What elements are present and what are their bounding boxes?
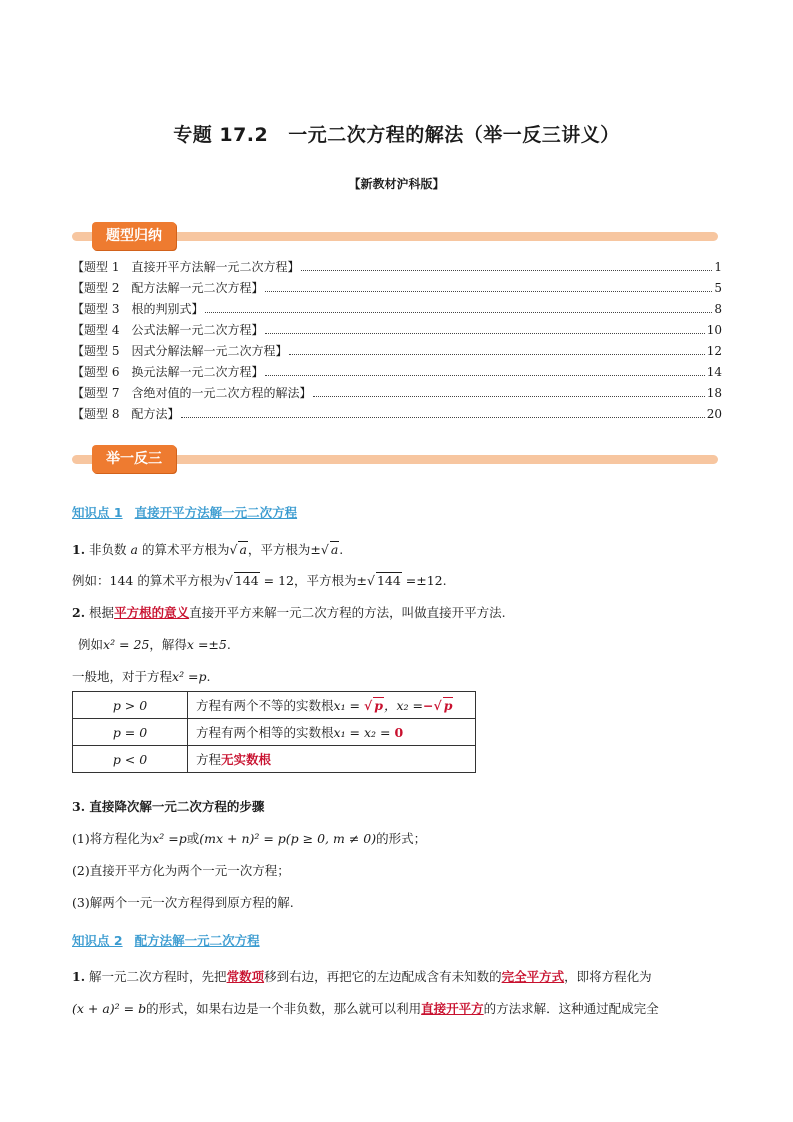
- main-banner: [72, 442, 718, 476]
- sqrt-symbol: √: [366, 573, 375, 588]
- math-equation: (x + a)² = b: [72, 1001, 147, 1016]
- toc-entry-label: 【题型 2 配方法解一元二次方程】: [72, 281, 264, 295]
- title-text: 一元二次方程的解法（举一反三讲义）: [288, 124, 620, 146]
- toc-page-number: 10: [706, 323, 722, 337]
- toc-leader-dots: [265, 374, 704, 376]
- math-root: p: [374, 698, 383, 713]
- toc-page-number: 18: [706, 386, 722, 400]
- text: ，即将方程化为: [564, 969, 652, 984]
- text: 一般地，对于方程: [72, 669, 173, 684]
- text: 方程有两个不等的实数根: [196, 698, 334, 713]
- math-equation: x² = 25: [103, 637, 150, 652]
- math-var: a: [130, 542, 138, 557]
- kp-number: 知识点 1: [72, 505, 123, 520]
- toc-entry[interactable]: [72, 405, 722, 426]
- kp1-step-2: (2)直接开平方化为两个一元一次方程；: [72, 863, 290, 878]
- sqrt-symbol: √: [224, 573, 233, 588]
- kp1-steps-title: [72, 797, 264, 815]
- toc-page-number: 5: [714, 281, 722, 295]
- highlight-term: 平方根的意义: [114, 605, 190, 620]
- case-result: [188, 692, 476, 719]
- kp1-general: [72, 667, 211, 685]
- toc-entry[interactable]: [72, 363, 722, 384]
- text: 的方法求解．这种通过配成完全: [483, 1001, 659, 1016]
- kp1-step-3: (3)解两个一元一次方程得到原方程的解.: [72, 895, 294, 910]
- minus-sign: −: [422, 698, 434, 713]
- text: 直接开平方来解一元二次方程的方法，叫做直接开平方法.: [189, 605, 506, 620]
- toc-leader-dots: [265, 290, 712, 292]
- toc-entry-label: 【题型 1 直接开平方法解一元二次方程】: [72, 260, 300, 274]
- toc-leader-dots: [265, 332, 704, 334]
- text: .: [226, 637, 231, 652]
- text: 移到右边，再把它的左边配成含有未知数的: [264, 969, 502, 984]
- kp1-example-2: [78, 635, 231, 653]
- math-value: 144: [376, 573, 401, 588]
- text: (1)将方程化为: [72, 831, 153, 846]
- sqrt-symbol: √: [320, 542, 329, 557]
- highlight-term: 常数项: [226, 969, 265, 984]
- text: 根据: [89, 605, 115, 620]
- kp1-point-2: [72, 603, 506, 621]
- sqrt-symbol: √: [433, 698, 442, 713]
- toc-page-number: 12: [706, 344, 722, 358]
- text: 的算术平方根为: [137, 542, 230, 557]
- item-number: 1.: [72, 542, 86, 557]
- math: x₁ = x₂ =: [333, 725, 395, 740]
- toc-leader-dots: [205, 311, 712, 313]
- kp1-point-1: [72, 540, 343, 558]
- edition-label: 【新教材沪科版】: [348, 177, 445, 191]
- cases-table: [72, 691, 476, 773]
- text: .: [339, 542, 344, 557]
- math: ，x₂ =: [383, 698, 423, 713]
- toc-leader-dots: [289, 353, 704, 355]
- kp2-point-1: [72, 967, 652, 985]
- math-value: 0: [394, 725, 404, 740]
- text: .: [206, 669, 211, 684]
- text: 解一元二次方程时，先把: [89, 969, 227, 984]
- case-condition: p < 0: [73, 746, 188, 773]
- highlight-term: 无实数根: [221, 752, 272, 767]
- item-number: 1.: [72, 969, 86, 984]
- toc-page-number: 14: [706, 365, 722, 379]
- toc-entry-label: 【题型 6 换元法解一元二次方程】: [72, 365, 264, 379]
- toc-leader-dots: [301, 269, 712, 271]
- kp1-step-1: [72, 829, 426, 847]
- toc-entry[interactable]: [72, 321, 722, 342]
- toc-entry[interactable]: [72, 258, 722, 279]
- kp-title: 直接开平方法解一元二次方程: [134, 505, 298, 520]
- toc-page-number: 8: [714, 302, 722, 316]
- knowledge-point-1-heading: [72, 503, 297, 521]
- math-equation: x² =p: [172, 669, 207, 684]
- highlight-term: 直接开平方: [421, 1001, 484, 1016]
- math: x₁ =: [333, 698, 364, 713]
- table-row: [73, 746, 476, 773]
- math-root: p: [443, 698, 453, 713]
- toc-entry-label: 【题型 7 含绝对值的一元二次方程的解法】: [72, 386, 312, 400]
- sqrt-symbol: √: [364, 698, 373, 713]
- text: 的形式，如果右边是一个非负数，那么就可以利用: [146, 1001, 422, 1016]
- text: 例如: [78, 637, 104, 652]
- math-equation: (mx + n)² = p(p ≥ 0, m ≠ 0): [199, 831, 377, 846]
- case-condition: p = 0: [73, 719, 188, 746]
- kp2-point-1-cont: [72, 999, 659, 1017]
- toc-entry-label: 【题型 5 因式分解法解一元二次方程】: [72, 344, 288, 358]
- toc-entry-label: 【题型 4 公式法解一元二次方程】: [72, 323, 264, 337]
- text: = 12，平方根为±: [259, 573, 367, 588]
- text: 或: [186, 831, 200, 846]
- kp1-example-1: [72, 571, 447, 589]
- text: 的形式；: [376, 831, 427, 846]
- knowledge-point-2-heading: [72, 931, 260, 949]
- kp-number: 知识点 2: [72, 933, 123, 948]
- text: 方程: [196, 752, 222, 767]
- math-var: a: [330, 542, 339, 557]
- text: 方程有两个相等的实数根: [196, 725, 334, 740]
- math-equation: x² =p: [152, 831, 187, 846]
- banner-tag: 题型归纳: [92, 222, 176, 250]
- item-number: 2.: [72, 605, 86, 620]
- toc-banner: [72, 219, 718, 253]
- text: ，解得: [149, 637, 187, 652]
- page-title: [0, 120, 793, 147]
- banner-tag: 举一反三: [92, 445, 176, 473]
- toc-leader-dots: [313, 395, 704, 397]
- math-solution: x =±5: [186, 637, 227, 652]
- text: =±12.: [401, 573, 447, 588]
- kp-title: 配方法解一元二次方程: [134, 933, 260, 948]
- table-row: [73, 692, 476, 719]
- text: 非负数: [89, 542, 131, 557]
- math-value: 144: [234, 573, 259, 588]
- table-row: [73, 719, 476, 746]
- math-var: a: [239, 542, 247, 557]
- sqrt-symbol: √: [229, 542, 238, 557]
- toc-entry[interactable]: [72, 342, 722, 363]
- toc-entry-label: 【题型 3 根的判别式】: [72, 302, 204, 316]
- case-result: [188, 719, 476, 746]
- toc-page-number: 20: [706, 407, 722, 421]
- toc-page-number: 1: [714, 260, 722, 274]
- table-of-contents: [72, 258, 722, 426]
- highlight-term: 完全平方式: [501, 969, 565, 984]
- case-condition: p > 0: [73, 692, 188, 719]
- toc-entry[interactable]: [72, 279, 722, 300]
- text: ，平方根为±: [247, 542, 321, 557]
- toc-entry-label: 【题型 8 配方法】: [72, 407, 180, 421]
- toc-entry[interactable]: [72, 300, 722, 321]
- text: 例如：144 的算术平方根为: [72, 573, 225, 588]
- title-number: 专题 17.2: [173, 124, 269, 146]
- toc-entry[interactable]: [72, 384, 722, 405]
- case-result: [188, 746, 476, 773]
- steps-heading: 3. 直接降次解一元二次方程的步骤: [72, 799, 265, 814]
- toc-leader-dots: [181, 416, 704, 418]
